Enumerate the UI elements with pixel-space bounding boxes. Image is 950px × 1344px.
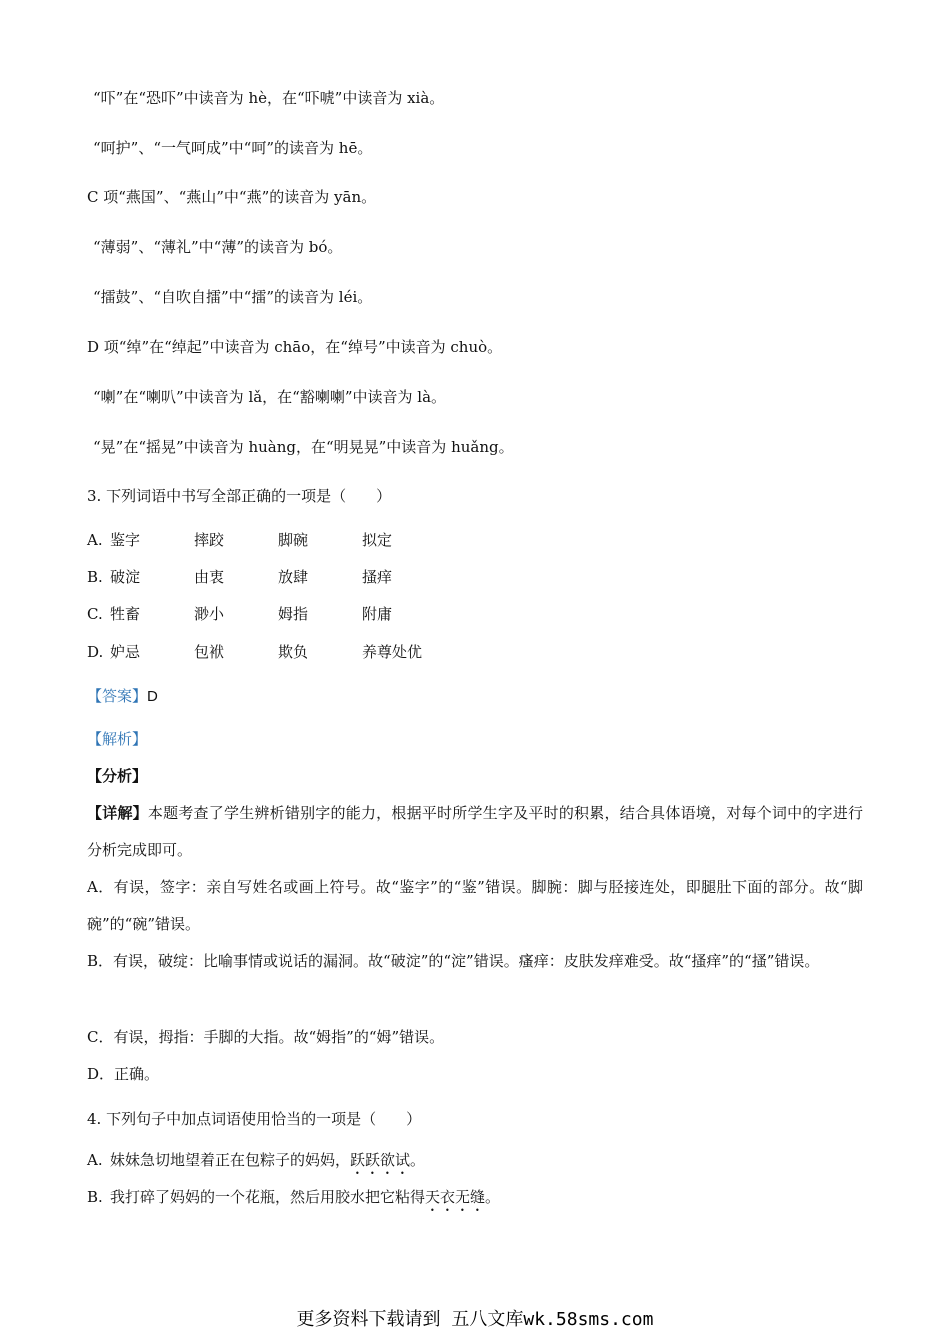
- option-d-word-3: 欺负: [278, 643, 309, 661]
- option-a-word-2: 摔跤: [194, 531, 225, 549]
- option-b-word-4: 搔痒: [362, 568, 393, 586]
- option-c-word-4: 附庸: [362, 605, 393, 623]
- answer-line: [87, 686, 158, 707]
- q4-a-label: A.: [87, 1151, 103, 1169]
- analysis-a: A．有误，签字：亲自写姓名或画上符号。故“鉴字”的“鉴”错误。脚腕：脚与胫接连处，即腿肚下面的部分。故“脚碗”的“碗”错误。: [87, 878, 863, 933]
- answer-tag: 【答案】: [87, 687, 148, 705]
- pinyin-note-8: “晃”在“摇晃”中读音为 huàng，在“明晃晃”中读音为 huǎng。: [93, 438, 514, 456]
- option-a-word-4: 拟定: [362, 531, 393, 549]
- option-d-label: D.: [87, 643, 104, 661]
- q4-b-label: B.: [87, 1188, 103, 1206]
- question-4-stem: 4. 下列句子中加点词语使用恰当的一项是（ ）: [87, 1110, 422, 1128]
- q4-a-end: 。: [410, 1151, 426, 1169]
- question-4-option-b: [87, 1187, 500, 1215]
- analysis-d: D．正确。: [87, 1065, 160, 1083]
- option-c-word-2: 渺小: [194, 605, 225, 623]
- option-a-label: A.: [87, 531, 103, 549]
- jiexi-tag: 【解析】: [87, 730, 148, 748]
- pinyin-note-6: D 项“绰”在“绰起”中读音为 chāo，在“绰号”中读音为 chuò。: [87, 338, 503, 356]
- answer-value: D: [147, 688, 158, 705]
- question-4-option-a: [87, 1150, 425, 1178]
- option-c-label: C.: [87, 605, 103, 623]
- pinyin-note-3: C 项“燕国”、“燕山”中“燕”的读音为 yān。: [87, 188, 377, 206]
- pinyin-note-7: “喇”在“喇叭”中读音为 lǎ，在“豁喇喇”中读音为 là。: [93, 388, 447, 406]
- analysis-b: B．有误，破绽：比喻事情或说话的漏洞。故“破淀”的“淀”错误。瘙痒：皮肤发痒难受。故“搔痒”的“搔”错误。: [87, 952, 820, 970]
- q4-a-text: 妹妹急切地望着正在包粽子的妈妈，: [110, 1151, 351, 1169]
- analysis-c: C．有误，拇指：手脚的大指。故“姆指”的“姆”错误。: [87, 1028, 445, 1046]
- detail-text: 本题考查了学生辨析错别字的能力，根据平时所学生字及平时的积累，结合具体语境，对每个词中的字进行分析完成即可。: [87, 804, 863, 859]
- option-a-word-1: 鉴字: [110, 531, 141, 549]
- option-c-word-3: 姆指: [278, 605, 309, 623]
- footer-watermark: 更多资料下载请到 五八文库wk.58sms.com: [296, 1309, 654, 1330]
- detail-tag: 【详解】: [87, 804, 148, 822]
- pinyin-note-1: “吓”在“恐吓”中读音为 hè，在“吓唬”中读音为 xià。: [93, 89, 445, 107]
- detail-paragraph: [87, 795, 863, 869]
- q4-b-dotted-phrase: 天衣无缝: [425, 1188, 486, 1206]
- option-b-word-2: 由衷: [194, 568, 225, 586]
- fenxi-tag: 【分析】: [87, 767, 148, 785]
- pinyin-note-5: “擂鼓”、“自吹自擂”中“擂”的读音为 léi。: [93, 288, 373, 306]
- option-b-label: B.: [87, 568, 103, 586]
- option-a-word-3: 脚碗: [278, 531, 309, 549]
- q4-a-dotted-phrase: 跃跃欲试: [350, 1151, 411, 1169]
- q4-b-text: 我打碎了妈妈的一个花瓶，然后用胶水把它粘得: [110, 1188, 426, 1206]
- option-b-word-1: 破淀: [110, 568, 141, 586]
- option-d-word-2: 包袱: [194, 643, 225, 661]
- q4-b-end: 。: [485, 1188, 501, 1206]
- option-d-word-4: 养尊处优: [362, 643, 423, 661]
- pinyin-note-4: “薄弱”、“薄礼”中“薄”的读音为 bó。: [93, 238, 343, 256]
- option-b-word-3: 放肆: [278, 568, 309, 586]
- option-d-word-1: 妒忌: [110, 643, 141, 661]
- option-c-word-1: 牲畜: [110, 605, 141, 623]
- question-3-stem: 3. 下列词语中书写全部正确的一项是（ ）: [87, 487, 392, 505]
- pinyin-note-2: “呵护”、“一气呵成”中“呵”的读音为 hē。: [93, 139, 373, 157]
